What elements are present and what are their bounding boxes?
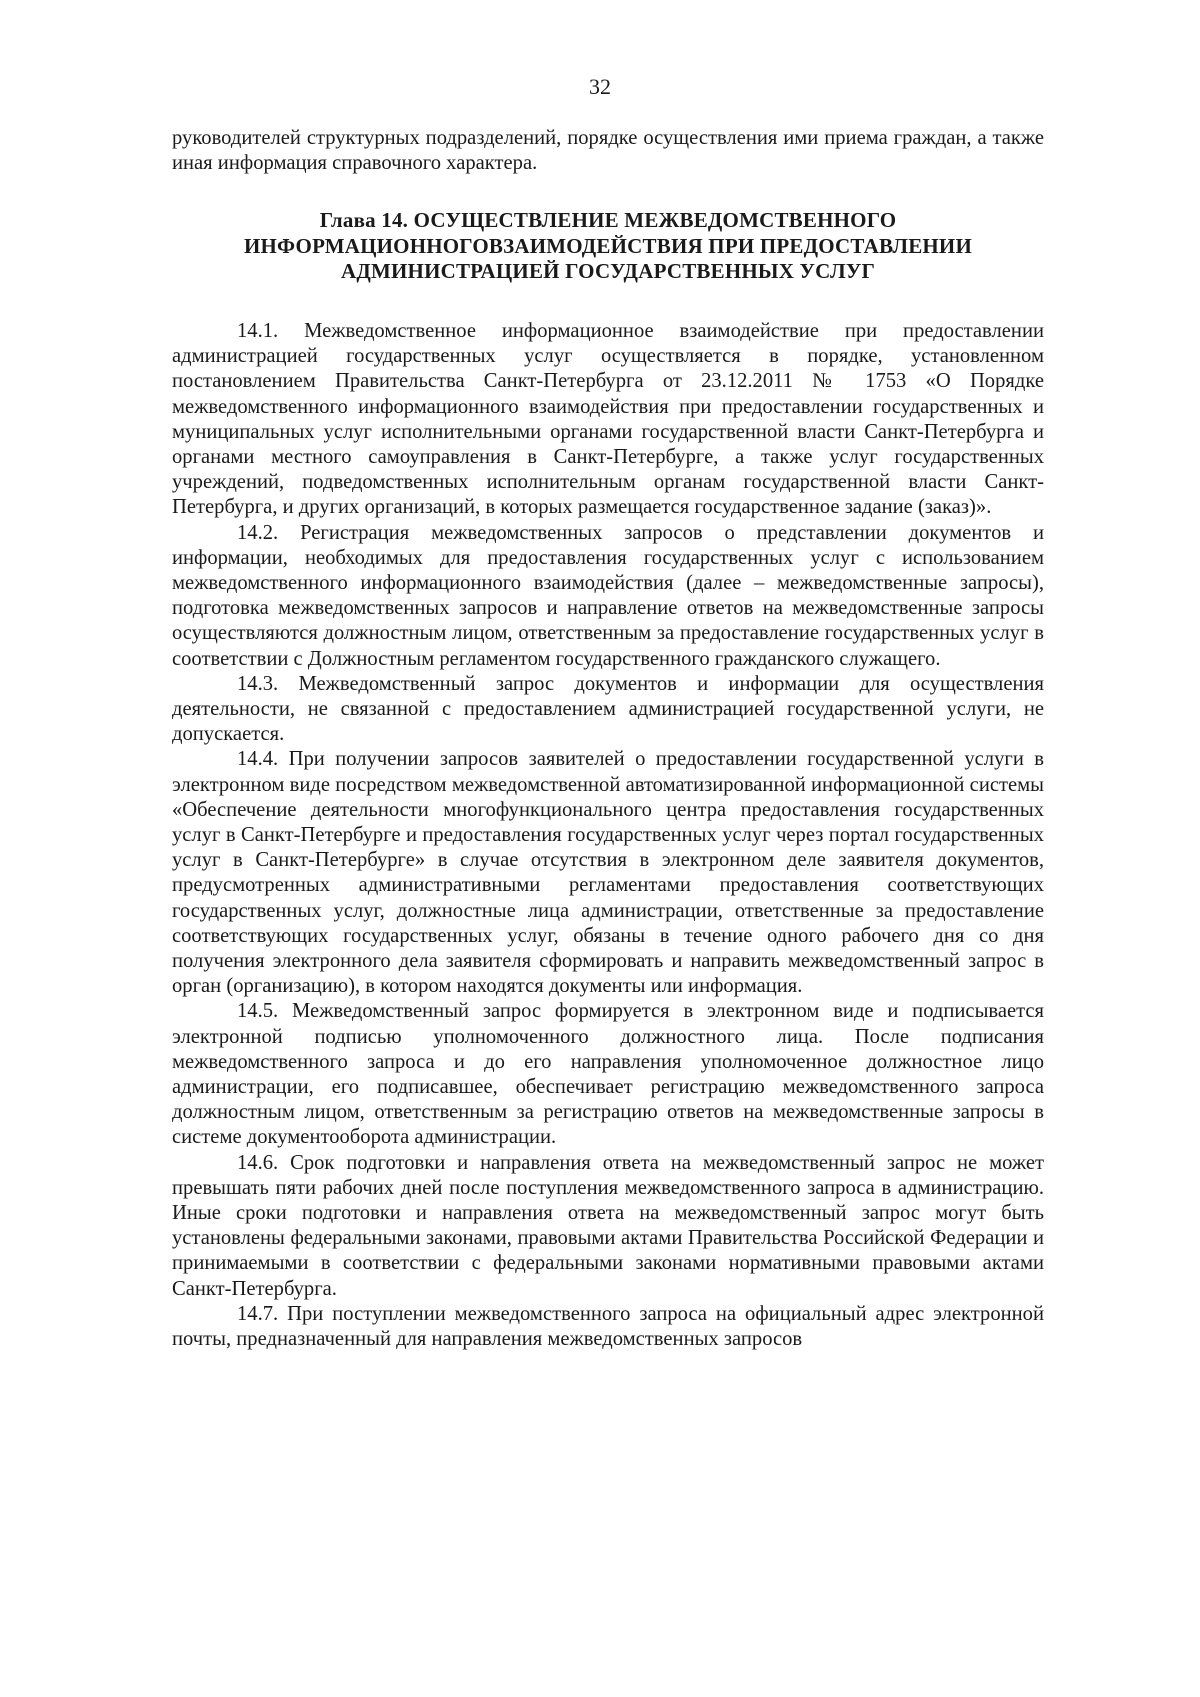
chapter-title-line: Глава 14. ОСУЩЕСТВЛЕНИЕ МЕЖВЕДОМСТВЕННОГО bbox=[319, 208, 897, 233]
paragraph-14-3: 14.3. Межведомственный запрос документов и информации для осуществления деятельности, не связанной с предоставлением администрацией государственной услуги, не допускается. bbox=[172, 672, 1044, 746]
document-body bbox=[172, 126, 1044, 1352]
chapter-title bbox=[172, 208, 1044, 285]
paragraph-14-1: 14.1. Межведомственное информационное взаимодействие при предоставлении администрацией государственных услуг осуществляется в порядке, установленном постановлением Правительства Санкт-Петербурга от 23.12.2011 № 1753 «О Порядке межведомственного информационного взаимодействия при предоставлении государственных и муниципальных услуг исполнительными органами государственной власти Санкт-Петербурга и органами местного самоуправления в Санкт-Петербурге, а также услуг государственных учреждений, подведомственных исполнительным органам государственной власти Санкт-Петербурга, и других организаций, в которых размещается государственное задание (заказ)». bbox=[172, 319, 1044, 519]
paragraph-14-7: 14.7. При поступлении межведомственного запроса на официальный адрес электронной почты, предназначенный для направления межведомственных запросов bbox=[172, 1302, 1044, 1351]
chapter-title-line: АДМИНИСТРАЦИЕЙ ГОСУДАРСТВЕННЫХ УСЛУГ bbox=[340, 259, 876, 284]
chapter-title-line: ИНФОРМАЦИОННОГОВЗАИМОДЕЙСТВИЯ ПРИ ПРЕДОСТАВЛЕНИИ bbox=[243, 233, 973, 258]
paragraph-14-6: 14.6. Срок подготовки и направления ответа на межведомственный запрос не может превышать пяти рабочих дней после поступления межведомственного запроса в администрацию. Иные сроки подготовки и направления ответа на межведомственный запрос могут быть установлены федеральными законами, правовыми актами Правительства Российской Федерации и принимаемыми в соответствии с федеральными законами нормативными правовыми актами Санкт-Петербурга. bbox=[172, 1151, 1044, 1300]
paragraph-14-5: 14.5. Межведомственный запрос формируется в электронном виде и подписывается электронной подписью уполномоченного должностного лица. После подписания межведомственного запроса и до его направления уполномоченное должностное лицо администрации, его подписавшее, обеспечивает регистрацию межведомственного запроса должностным лицом, ответственным за регистрацию ответов на межведомственные запросы в системе документооборота администрации. bbox=[172, 1000, 1044, 1149]
intro-paragraph: руководителей структурных подразделений, порядке осуществления ими приема граждан, а также иная информация справочного характера. bbox=[172, 127, 1044, 175]
paragraph-14-4: 14.4. При получении запросов заявителей о предоставлении государственной услуги в электронном виде посредством межведомственной автоматизированной информационной системы «Обеспечение деятельности многофункционального центра предоставления государственных услуг в Санкт-Петербурге и предоставления государственных услуг через портал государственных услуг в Санкт-Петербурге» в случае отсутствия в электронном деле заявителя документов, предусмотренных административными регламентами предоставления соответствующих государственных услуг, должностные лица администрации, ответственные за предоставление соответствующих государственных услуг, обязаны в течение одного рабочего дня со дня получения электронного дела заявителя сформировать и направить межведомственный запрос в орган (организацию), в котором находятся документы или информация. bbox=[172, 748, 1044, 998]
paragraph-14-2: 14.2. Регистрация межведомственных запросов о представлении документов и информации, необходимых для предоставления государственных услуг с использованием межведомственного информационного взаимодействия (далее – межведомственные запросы), подготовка межведомственных запросов и направление ответов на межведомственные запросы осуществляются должностным лицом, ответственным за предоставление государственных услуг в соответствии с Должностным регламентом государственного гражданского служащего. bbox=[172, 521, 1044, 670]
page-number: 32 bbox=[589, 74, 611, 99]
